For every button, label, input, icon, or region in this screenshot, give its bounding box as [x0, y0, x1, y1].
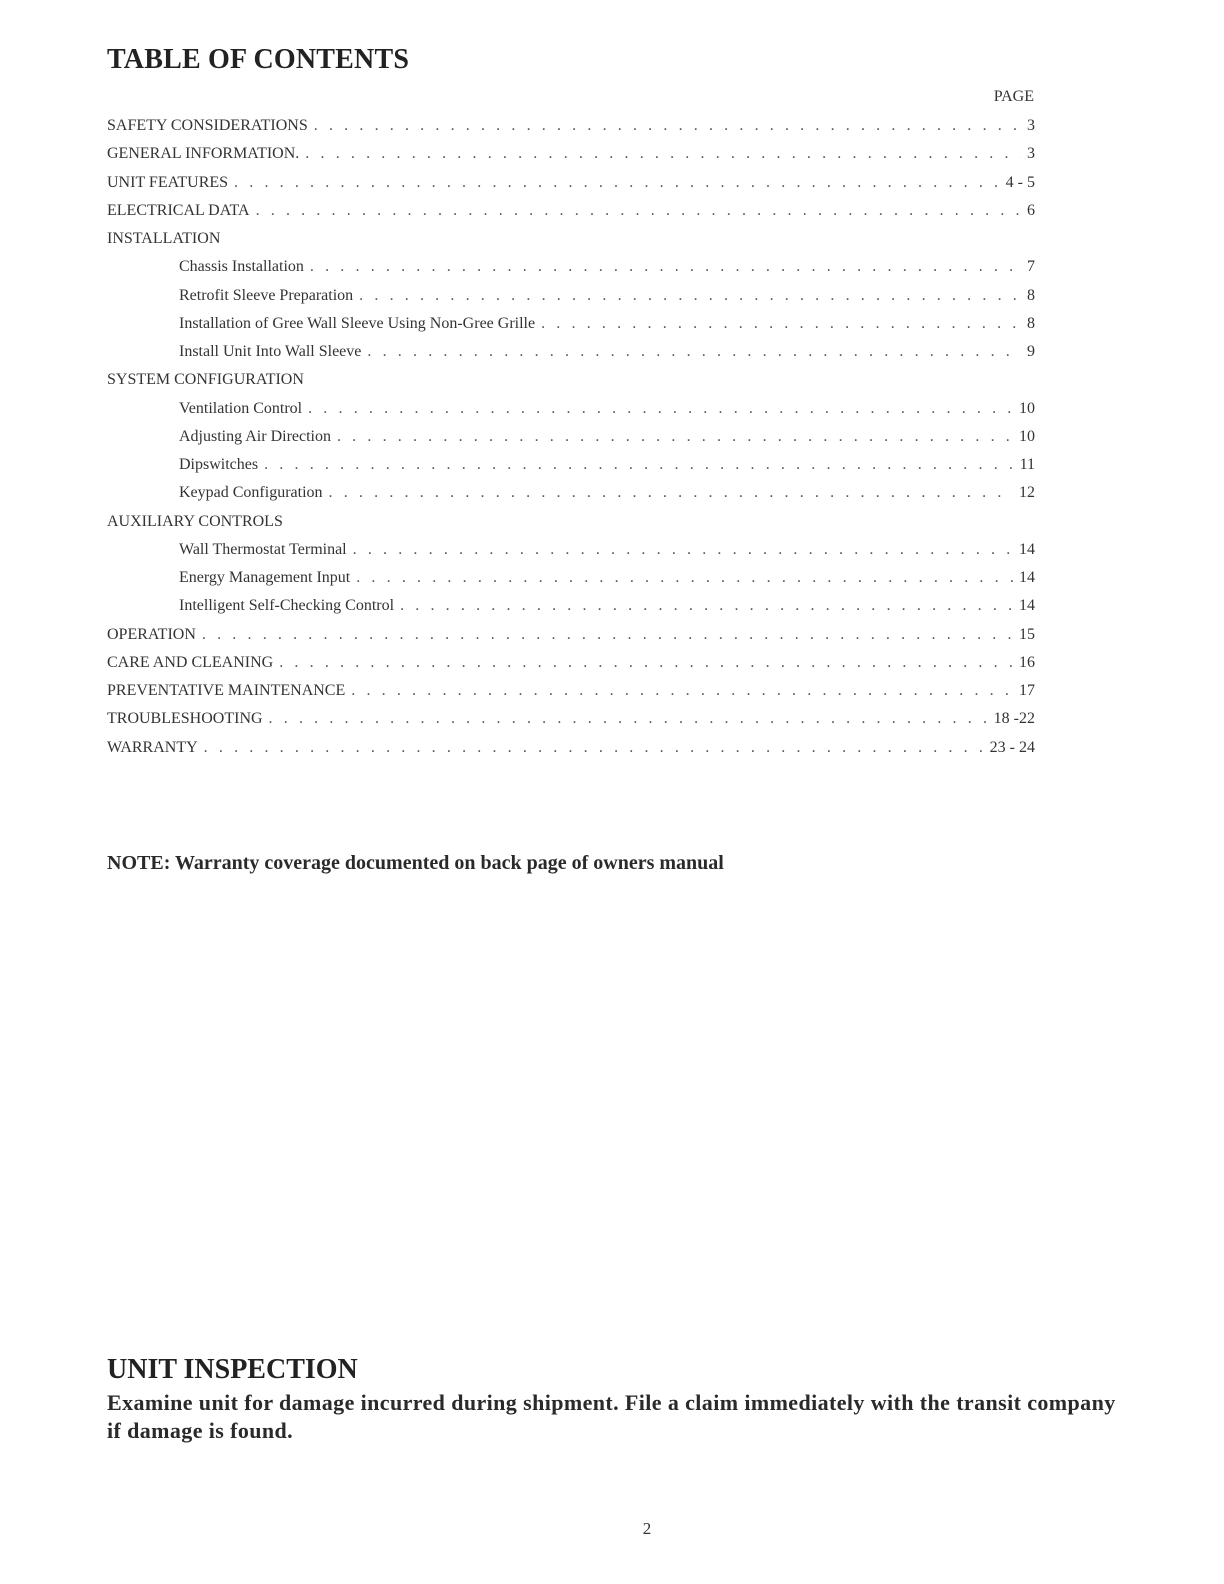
- toc-dot-leader: [308, 395, 1013, 423]
- unit-inspection-title: UNIT INSPECTION: [107, 1354, 358, 1385]
- toc-entry: [107, 366, 1035, 394]
- toc-entry-page: 3: [1027, 117, 1035, 134]
- toc-dot-leader: [541, 310, 1021, 338]
- toc-dot-leader: [359, 282, 1021, 310]
- toc-entry-page: 12: [1019, 484, 1035, 502]
- toc-entry-label: UNIT FEATURES: [107, 173, 229, 191]
- toc-entry-label: OPERATION: [107, 625, 196, 643]
- toc-subentry: [107, 592, 1035, 620]
- toc-dot-leader: [234, 169, 1000, 197]
- toc-entry-page: 14: [1019, 597, 1035, 615]
- toc-entry-page: 18 -22: [993, 710, 1035, 728]
- toc-entry-label: INSTALLATION: [107, 230, 221, 247]
- toc-entry-page: 14: [1019, 569, 1035, 586]
- toc-entry-label: PREVENTATIVE MAINTENANCE: [107, 682, 346, 699]
- toc-subentry: [107, 536, 1035, 564]
- toc-entry-label: Installation of Gree Wall Sleeve Using Non-Gree Grille: [179, 314, 536, 332]
- note-text: : Warranty coverage documented on back page of owners manual: [163, 852, 724, 874]
- toc-subentry: [107, 479, 1035, 507]
- toc-entry-label: CARE AND CLEANING: [107, 653, 274, 671]
- toc-entry: [107, 140, 1035, 168]
- toc-entry-label: WARRANTY: [107, 738, 198, 756]
- toc-entry-page: 11: [1019, 456, 1035, 473]
- toc-dot-leader: [351, 677, 1013, 705]
- toc-title: TABLE OF CONTENTS: [107, 44, 410, 75]
- toc-subentry: [107, 253, 1035, 281]
- toc-entry: [107, 705, 1035, 733]
- toc-entry-label: Intelligent Self-Checking Control: [179, 597, 395, 615]
- toc-entry: [107, 225, 1035, 253]
- toc-dot-leader: [305, 140, 1021, 168]
- toc-entry-label: Chassis Installation: [179, 258, 304, 276]
- toc-entry-label: SYSTEM CONFIGURATION: [107, 371, 304, 389]
- toc-entry-page: 4 - 5: [1005, 173, 1035, 191]
- toc-entry-page: 15: [1019, 625, 1035, 643]
- toc-entry-label: Wall Thermostat Terminal: [179, 540, 347, 558]
- toc-dot-leader: [353, 536, 1013, 564]
- note-label: NOTE: [107, 852, 164, 874]
- toc-entry-page: 8: [1027, 286, 1035, 304]
- toc-entry-page: 9: [1027, 343, 1035, 360]
- toc-dot-leader: [367, 338, 1021, 366]
- toc-entry-label: Retrofit Sleeve Preparation: [179, 286, 354, 304]
- toc-entry-label: Adjusting Air Direction: [179, 427, 331, 445]
- page-column-header: PAGE: [993, 88, 1034, 105]
- toc-entry: [107, 169, 1035, 197]
- toc-entry-page: 23 - 24: [989, 738, 1035, 756]
- toc-dot-leader: [356, 564, 1013, 592]
- toc-dot-leader: [264, 451, 1013, 479]
- toc-entry-page: 6: [1027, 201, 1035, 219]
- toc-entry-label: Dipswitches: [179, 456, 259, 473]
- toc-subentry: [107, 564, 1035, 592]
- toc-subentry: [107, 423, 1035, 451]
- toc-dot-leader: [310, 253, 1021, 281]
- toc-entry-page: 3: [1027, 145, 1035, 163]
- toc-subentry: [107, 451, 1035, 479]
- toc-entry-label: Energy Management Input: [179, 569, 351, 586]
- toc-entry-page: 14: [1019, 540, 1035, 558]
- toc-dot-leader: [314, 112, 1021, 140]
- toc-entry-page: 17: [1019, 682, 1035, 699]
- toc-dot-leader: [329, 479, 1013, 507]
- toc-entry-label: Keypad Configuration: [179, 484, 323, 502]
- toc-dot-leader: [204, 734, 984, 762]
- toc-list: [107, 112, 1035, 762]
- unit-inspection-body: Examine unit for damage incurred during shipment. File a claim immediately with the transit company if damage is found.: [107, 1390, 1116, 1443]
- toc-entry-label: TROUBLESHOOTING: [107, 710, 263, 728]
- toc-entry-label: GENERAL INFORMATION.: [107, 145, 300, 163]
- toc-entry-page: 8: [1027, 314, 1035, 332]
- toc-subentry: [107, 282, 1035, 310]
- toc-subentry: [107, 338, 1035, 366]
- toc-entry-label: ELECTRICAL DATA: [107, 201, 250, 219]
- toc-entry-page: 10: [1019, 399, 1035, 417]
- toc-subentry: [107, 310, 1035, 338]
- toc-entry-label: AUXILIARY CONTROLS: [107, 512, 283, 530]
- toc-dot-leader: [256, 197, 1021, 225]
- toc-entry-page: 7: [1027, 258, 1035, 276]
- toc-entry-label: Install Unit Into Wall Sleeve: [179, 343, 362, 360]
- toc-dot-leader: [337, 423, 1013, 451]
- toc-subentry: [107, 395, 1035, 423]
- toc-entry-label: SAFETY CONSIDERATIONS: [107, 117, 308, 134]
- toc-entry: [107, 197, 1035, 225]
- toc-entry: [107, 508, 1035, 536]
- toc-entry: [107, 621, 1035, 649]
- toc-dot-leader: [279, 649, 1013, 677]
- toc-entry: [107, 649, 1035, 677]
- toc-entry-page: 10: [1019, 427, 1035, 445]
- toc-dot-leader: [400, 592, 1013, 620]
- toc-entry: [107, 677, 1035, 705]
- toc-entry-page: 16: [1019, 653, 1035, 671]
- toc-entry-label: Ventilation Control: [179, 399, 303, 417]
- warranty-note: [107, 852, 724, 875]
- toc-dot-leader: [202, 621, 1013, 649]
- toc-dot-leader: [269, 705, 988, 733]
- toc-entry: [107, 112, 1035, 140]
- toc-entry: [107, 734, 1035, 762]
- page-number: 2: [642, 1519, 652, 1538]
